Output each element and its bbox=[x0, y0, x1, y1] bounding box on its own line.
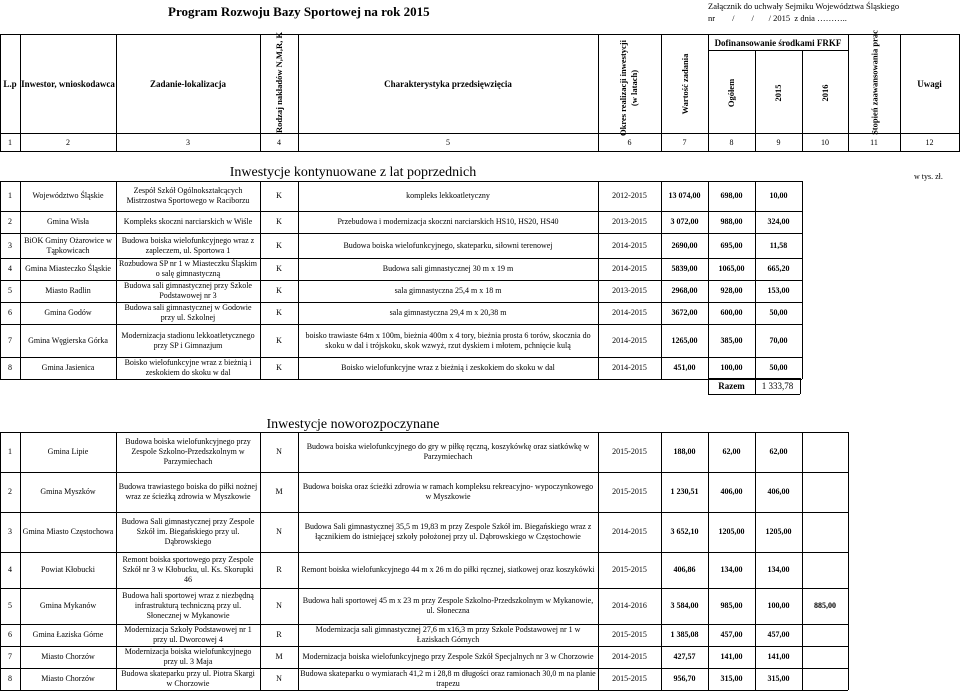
cell-y2015: 324,00 bbox=[767, 217, 790, 226]
cell-y2016 bbox=[804, 357, 846, 379]
cell-investor: Gmina Mykanów bbox=[39, 601, 97, 610]
cell-task: Budowa boiska wielofunkcyjnego przy Zespole Szkolno-Przedszkolnym w Parzymiechach bbox=[125, 437, 251, 466]
column-number: 1 bbox=[8, 138, 12, 147]
cell-period: 2014-2016 bbox=[612, 601, 647, 610]
cell-value: 3 652,10 bbox=[670, 527, 699, 536]
cell-y2016 bbox=[804, 324, 846, 357]
cell-y2016 bbox=[804, 552, 846, 588]
cell-y2015: 406,00 bbox=[767, 487, 790, 496]
cell-y2016 bbox=[804, 181, 846, 211]
cell-type: K bbox=[276, 264, 282, 273]
cell-desc: Przebudowa i modernizacja skoczni narciarskich HS10, HS20, HS40 bbox=[337, 217, 559, 226]
cell-lp: 8 bbox=[8, 674, 12, 683]
column-number: 4 bbox=[277, 138, 281, 147]
header-type: Rodzaj nakładów N,M,R, K bbox=[274, 31, 284, 133]
cell-y2015: 134,00 bbox=[767, 565, 790, 574]
cell-lp: 4 bbox=[8, 264, 12, 273]
cell-value: 3 584,00 bbox=[670, 601, 699, 610]
column-number: 5 bbox=[446, 138, 450, 147]
cell-value: 2968,00 bbox=[671, 286, 698, 295]
cell-investor: BiOK Gminy Ożarowice w Tąpkowicach bbox=[24, 235, 112, 255]
cell-total: 1205,00 bbox=[718, 527, 745, 536]
cell-total: 698,00 bbox=[720, 191, 743, 200]
cell-investor: Miasto Chorzów bbox=[41, 674, 95, 683]
cell-task: Modernizacja Szkoły Podstawowej nr 1 przy ul. Dworcowej 4 bbox=[124, 625, 252, 644]
cell-type: N bbox=[276, 674, 282, 683]
cell-lp: 6 bbox=[8, 630, 12, 639]
cell-desc: Budowa boiska wielofunkcyjnego do gry w piłkę ręczną, koszykówkę oraz siatkówkę w Parzymiechach bbox=[306, 442, 590, 461]
cell-y2015: 315,00 bbox=[767, 674, 790, 683]
cell-y2015: 62,00 bbox=[769, 447, 788, 456]
cell-investor: Gmina Miasteczko Śląskie bbox=[25, 264, 111, 273]
cell-total: 315,00 bbox=[720, 674, 743, 683]
cell-type: M bbox=[275, 652, 283, 661]
column-number: 9 bbox=[776, 138, 781, 147]
cell-investor: Gmina Miasto Częstochowa bbox=[22, 527, 114, 536]
header-frkf: Dofinansowanie środkami FRKF bbox=[714, 38, 842, 48]
cell-y2016 bbox=[804, 233, 846, 258]
cell-investor: Gmina Lipie bbox=[47, 447, 89, 456]
cell-type: K bbox=[276, 240, 282, 250]
cell-desc: Boisko wielofunkcyjne wraz z bieżnią i zeskokiem do skoku w dal bbox=[341, 363, 555, 372]
cell-task: Modernizacja stadionu lekkoatletycznego przy SP i Gimnazjum bbox=[121, 330, 255, 350]
cell-y2016: 885,00 bbox=[814, 601, 836, 610]
cell-y2016 bbox=[804, 646, 846, 668]
cell-total: 457,00 bbox=[720, 630, 743, 639]
cell-desc: Budowa Sali gimnastycznej 35,5 m 19,83 m przy Zespole Szkół im. Biegańskiego wraz z łącznikiem do istniejącej szkoły położonej przy ul. Dąbrowskiego w Częstochowie bbox=[304, 522, 592, 541]
cell-desc: Remont boiska wielofunkcyjnego 44 m x 26 m do piłki ręcznej, siatkowej oraz koszykówki bbox=[301, 565, 595, 574]
cell-lp: 2 bbox=[8, 217, 12, 226]
cell-period: 2015-2015 bbox=[612, 487, 647, 496]
cell-task: Zespół Szkół Ogólnokształcących Mistrzostwa Sportowego w Raciborzu bbox=[126, 186, 250, 205]
cell-task: Modernizacja boiska wielofunkcyjnego przy ul. 3 Maja bbox=[124, 647, 252, 666]
attachment-line-2: nr / / / 2015 z dnia ……….. bbox=[708, 13, 847, 23]
cell-investor: Gmina Godów bbox=[44, 308, 92, 317]
cell-lp: 1 bbox=[8, 191, 12, 200]
cell-desc: kompleks lekkoatletyczny bbox=[406, 191, 490, 200]
column-number: 2 bbox=[66, 138, 70, 147]
cell-type: K bbox=[276, 335, 282, 345]
cell-y2015: 457,00 bbox=[767, 630, 790, 639]
cell-type: M bbox=[275, 487, 283, 496]
cell-y2015: 50,00 bbox=[769, 308, 788, 317]
cell-lp: 7 bbox=[8, 652, 12, 661]
cell-task: Budowa sali gimnastycznej w Godowie przy ul. Szkolnej bbox=[124, 303, 252, 322]
cell-task: Boisko wielofunkcyjne wraz z bieżnią i zeskokiem do skoku w dal bbox=[124, 358, 252, 377]
cell-y2016 bbox=[804, 432, 846, 472]
header-2016: 2016 bbox=[820, 84, 830, 102]
cell-investor: Gmina Myszków bbox=[40, 487, 96, 496]
cell-task: Budowa trawiastego boiska do piłki nożnej wraz ze ścieżką zdrowia w Myszkowie bbox=[118, 482, 258, 501]
cell-investor: Gmina Wisła bbox=[47, 217, 89, 226]
cell-lp: 1 bbox=[8, 447, 12, 456]
header-notes: Uwagi bbox=[917, 79, 942, 89]
cell-value: 406,86 bbox=[673, 565, 696, 574]
cell-type: K bbox=[276, 191, 282, 200]
cell-type: R bbox=[276, 630, 282, 639]
cell-value: 1 230,51 bbox=[670, 487, 699, 496]
section2-title: Inwestycje noworozpoczynane bbox=[266, 417, 440, 432]
cell-desc: sala gimnastyczna 29,4 m x 20,38 m bbox=[389, 308, 507, 317]
cell-total: 985,00 bbox=[720, 601, 743, 610]
header-progress: Stopień zaawansowania prac bbox=[869, 30, 880, 135]
cell-desc: boisko trawiaste 64m x 100m, bieżnia 400m x 4 tory, bieżnia prosta 6 torów, skocznia do skoku w dal i trójskoku, skok wzwyż, rzut dyskiem i młotem, pchnięcie kulą bbox=[305, 330, 591, 350]
cell-y2015: 153,00 bbox=[767, 286, 790, 295]
cell-type: K bbox=[276, 308, 282, 317]
cell-value: 2690,00 bbox=[671, 240, 698, 250]
cell-total: 988,00 bbox=[720, 217, 743, 226]
cell-investor: Powiat Kłobucki bbox=[41, 565, 95, 574]
cell-task: Kompleks skoczni narciarskich w Wiśle bbox=[123, 217, 253, 226]
cell-investor: Miasto Chorzów bbox=[41, 652, 95, 661]
cell-lp: 2 bbox=[8, 487, 12, 496]
cell-desc: Budowa skateparku o wymiarach 41,2 m i 28,8 m długości oraz ramionach 30,0 m na planie trapezu bbox=[300, 669, 596, 688]
cell-type: R bbox=[276, 565, 282, 574]
cell-period: 2012-2015 bbox=[612, 191, 647, 200]
cell-y2015: 70,00 bbox=[769, 335, 788, 345]
cell-period: 2014-2015 bbox=[612, 240, 647, 250]
sum-label: Razem bbox=[718, 381, 745, 391]
column-number: 8 bbox=[729, 138, 734, 147]
cell-y2015: 10,00 bbox=[769, 191, 788, 200]
cell-period: 2015-2015 bbox=[612, 447, 647, 456]
cell-value: 427,57 bbox=[673, 652, 696, 661]
cell-desc: Budowa boiska oraz ścieżki zdrowia w ramach kompleksu rekreacyjno- wypoczynkowego w Myszkowie bbox=[302, 482, 594, 501]
column-number: 6 bbox=[627, 138, 632, 147]
header-value: Wartość zadania bbox=[680, 53, 690, 115]
cell-task: Budowa sali gimnastycznej przy Szkole Podstawowej nr 3 bbox=[124, 281, 252, 300]
cell-investor: Województwo Śląskie bbox=[32, 191, 104, 200]
cell-value: 3672,00 bbox=[671, 308, 698, 317]
cell-value: 1265,00 bbox=[671, 335, 698, 345]
column-number: 11 bbox=[870, 138, 878, 147]
cell-lp: 3 bbox=[8, 240, 12, 250]
cell-y2016 bbox=[804, 280, 846, 302]
cell-type: K bbox=[276, 363, 282, 372]
header-period: Okres realizacji inwestycji (w latach) bbox=[618, 40, 639, 136]
cell-desc: Budowa boiska wielofunkcyjnego, skateparku, siłowni terenowej bbox=[343, 240, 553, 250]
cell-y2016 bbox=[804, 668, 846, 690]
cell-task: Budowa boiska wielofunkcyjnego wraz z zapleczem, ul. Sportowa 1 bbox=[121, 235, 255, 255]
cell-period: 2013-2015 bbox=[612, 217, 647, 226]
cell-desc: Modernizacja boiska wielofunkcyjnego przy Zespole Szkół Specjalnych nr 3 w Chorzowie bbox=[302, 652, 594, 661]
cell-total: 141,00 bbox=[720, 652, 743, 661]
cell-value: 956,70 bbox=[673, 674, 696, 683]
cell-total: 695,00 bbox=[720, 240, 743, 250]
cell-type: K bbox=[276, 286, 282, 295]
cell-desc: Budowa sali gimnastycznej 30 m x 19 m bbox=[382, 264, 514, 273]
cell-lp: 8 bbox=[8, 363, 12, 372]
cell-total: 1065,00 bbox=[718, 264, 745, 273]
cell-desc: sala gimnastyczna 25,4 m x 18 m bbox=[394, 286, 502, 295]
header-desc: Charakterystyka przedsięwzięcia bbox=[384, 79, 512, 89]
cell-lp: 5 bbox=[8, 286, 12, 295]
cell-lp: 5 bbox=[8, 601, 12, 610]
header-investor: Inwestor, wnioskodawca bbox=[21, 79, 115, 89]
cell-desc: Modernizacja sali gimnastycznej 27,6 m x16,3 m przy Szkole Podstawowej nr 1 w Łaziskach Górnych bbox=[315, 625, 581, 644]
cell-period: 2014-2015 bbox=[612, 363, 647, 372]
cell-type: N bbox=[276, 527, 282, 536]
header-2015: 2015 bbox=[773, 84, 783, 102]
cell-y2015: 141,00 bbox=[767, 652, 790, 661]
cell-total: 100,00 bbox=[720, 363, 743, 372]
cell-task: Budowa skateparku przy ul. Piotra Skargi w Chorzowie bbox=[121, 669, 255, 688]
cell-type: N bbox=[276, 447, 282, 456]
page-title: Program Rozwoju Bazy Sportowej na rok 2015 bbox=[168, 4, 430, 19]
cell-total: 62,00 bbox=[722, 447, 741, 456]
header-lp: L.p bbox=[3, 79, 17, 89]
cell-y2015: 1205,00 bbox=[765, 527, 792, 536]
header-total: Ogółem bbox=[726, 78, 736, 108]
cell-period: 2014-2015 bbox=[612, 308, 647, 317]
column-number: 3 bbox=[186, 138, 190, 147]
cell-value: 1 385,08 bbox=[670, 630, 699, 639]
cell-period: 2014-2015 bbox=[612, 264, 647, 273]
cell-desc: Budowa hali sportowej 45 m x 23 m przy Zespole Szkolno-Przedszkolnym w Mykanowie, ul. Słoneczna bbox=[302, 596, 594, 615]
header-task: Zadanie-lokalizacja bbox=[150, 79, 226, 89]
cell-task: Remont boiska sportowego przy Zespole Szkół nr 3 w Kłobucku, ul. Ks. Skorupki 46 bbox=[122, 555, 254, 584]
cell-y2016 bbox=[804, 302, 846, 324]
cell-investor: Gmina Węgierska Górka bbox=[28, 335, 108, 345]
cell-lp: 3 bbox=[8, 527, 12, 536]
cell-type: N bbox=[276, 601, 282, 610]
cell-period: 2013-2015 bbox=[612, 286, 647, 295]
cell-y2015: 665,20 bbox=[767, 264, 790, 273]
cell-y2015: 100,00 bbox=[767, 601, 790, 610]
cell-value: 188,00 bbox=[673, 447, 696, 456]
cell-y2016 bbox=[804, 211, 846, 233]
sum-value: 1 333,78 bbox=[761, 381, 794, 391]
cell-y2016 bbox=[804, 624, 846, 646]
cell-y2016 bbox=[804, 258, 846, 280]
cell-lp: 4 bbox=[8, 565, 12, 574]
column-number: 12 bbox=[925, 138, 934, 147]
cell-total: 385,00 bbox=[720, 335, 743, 345]
unit-label: w tys. zł. bbox=[914, 172, 943, 181]
attachment-line-1: Załącznik do uchwały Sejmiku Województwa Śląskiego bbox=[708, 1, 900, 11]
cell-value: 451,00 bbox=[673, 363, 696, 372]
cell-total: 134,00 bbox=[720, 565, 743, 574]
cell-total: 600,00 bbox=[720, 308, 743, 317]
cell-task: Rozbudowa SP nr 1 w Miasteczku Śląskim o salę gimnastyczną bbox=[119, 259, 257, 278]
cell-investor: Gmina Jasienica bbox=[41, 363, 95, 372]
cell-period: 2014-2015 bbox=[612, 335, 647, 345]
cell-total: 928,00 bbox=[720, 286, 743, 295]
cell-value: 3 072,00 bbox=[670, 217, 699, 226]
cell-value: 13 074,00 bbox=[668, 191, 701, 200]
cell-total: 406,00 bbox=[720, 487, 743, 496]
cell-period: 2015-2015 bbox=[612, 674, 647, 683]
cell-y2016 bbox=[804, 512, 846, 552]
cell-lp: 6 bbox=[8, 308, 12, 317]
cell-period: 2015-2015 bbox=[612, 565, 647, 574]
column-number: 10 bbox=[821, 138, 829, 147]
section1-title: Inwestycje kontynuowane z lat poprzednich bbox=[229, 165, 477, 180]
cell-period: 2014-2015 bbox=[612, 652, 647, 661]
cell-y2015: 11,58 bbox=[769, 240, 788, 250]
cell-y2015: 50,00 bbox=[769, 363, 788, 372]
cell-period: 2014-2015 bbox=[612, 527, 647, 536]
cell-task: Budowa hali sportowej wraz z niezbędną infrastrukturą techniczną przy ul. Słonecznej w Mykanowie bbox=[122, 591, 254, 620]
cell-type: K bbox=[276, 217, 282, 226]
cell-value: 5839,00 bbox=[671, 264, 698, 273]
cell-task: Budowa Sali gimnastycznej przy Zespole Szkół im. Biegańskiego przy ul. Dąbrowskiego bbox=[121, 517, 255, 546]
cell-period: 2015-2015 bbox=[612, 630, 647, 639]
cell-y2016 bbox=[804, 472, 846, 512]
cell-investor: Gmina Łaziska Górne bbox=[32, 630, 104, 639]
cell-lp: 7 bbox=[8, 335, 12, 345]
column-number: 7 bbox=[682, 138, 687, 147]
cell-investor: Miasto Radlin bbox=[45, 286, 91, 295]
